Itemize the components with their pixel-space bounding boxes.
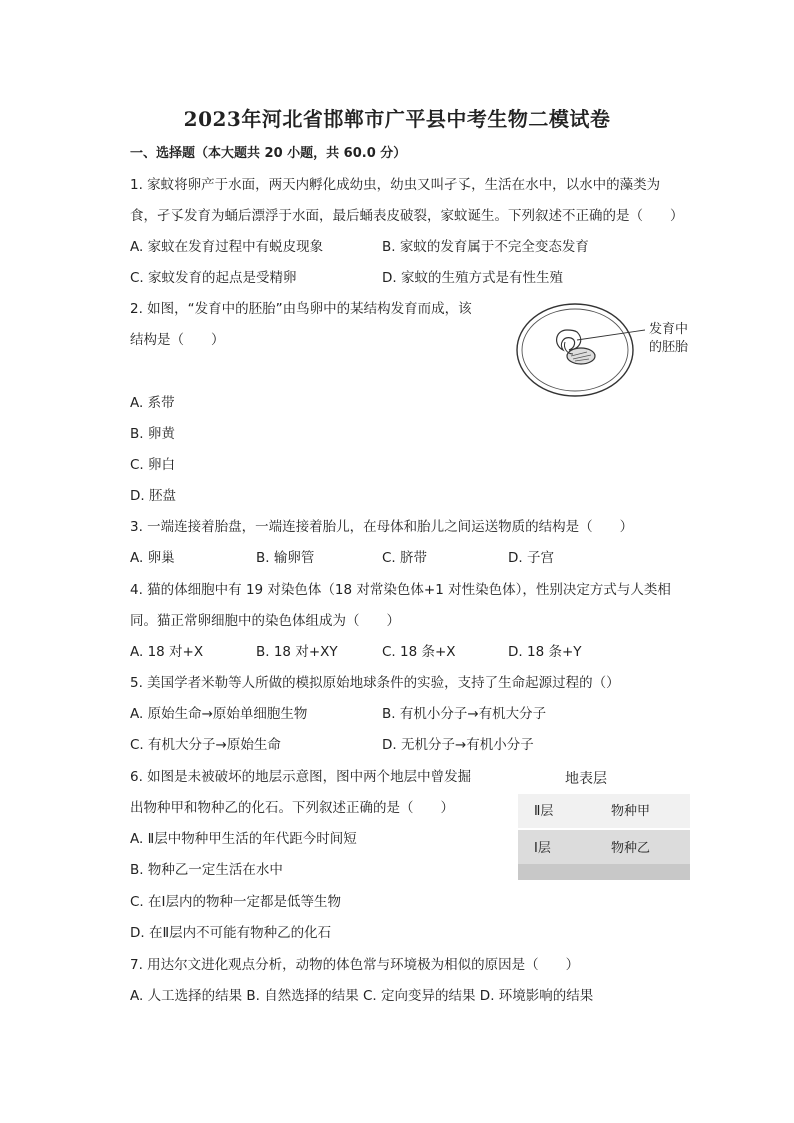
q1-option-b: B. 家蚊的发育属于不完全变态发育 [382, 239, 589, 255]
strata-layer-0 [518, 864, 690, 880]
section-heading: 一、选择题（本大题共 20 小题，共 60.0 分） [130, 146, 407, 161]
layer1-name: Ⅰ层 [534, 841, 551, 856]
q6-stem-line2: 出物种甲和物种乙的化石。下列叙述正确的是（ ） [130, 800, 454, 816]
q5-stem-line1: 5. 美国学者米勒等人所做的模拟原始地球条件的实验，支持了生命起源过程的（） [130, 675, 620, 691]
q6-option-d: D. 在Ⅱ层内不可能有物种乙的化石 [130, 925, 332, 941]
q1-option-a: A. 家蚊在发育过程中有蜕皮现象 [130, 239, 324, 255]
q5-option-d: D. 无机分子→有机小分子 [382, 737, 534, 753]
q4-stem-line1: 4. 猫的体细胞中有 19 对染色体（18 对常染色体+1 对性染色体），性别决定方式与人类相 [130, 582, 671, 598]
q6-stem-line1: 6. 如图是未被破坏的地层示意图，图中两个地层中曾发掘 [130, 769, 472, 785]
q5-option-a: A. 原始生命→原始单细胞生物 [130, 706, 308, 722]
q3-option-a: A. 卵巢 [130, 550, 175, 566]
q5-option-b: B. 有机小分子→有机大分子 [382, 706, 547, 722]
q2-stem-line2: 结构是（ ） [130, 332, 225, 348]
q1-option-c: C. 家蚊发育的起点是受精卵 [130, 270, 297, 286]
q4-stem-line2: 同。猫正常卵细胞中的染色体组成为（ ） [130, 613, 400, 629]
q2-option-d: D. 胚盘 [130, 488, 176, 504]
strata-surface-label: 地表层 [565, 771, 607, 787]
embryo-label-line1: 发育中 [649, 322, 689, 337]
q3-option-c: C. 脐带 [382, 550, 428, 566]
q4-option-b: B. 18 对+XY [256, 644, 338, 660]
q5-option-c: C. 有机大分子→原始生命 [130, 737, 281, 753]
q1-stem-line2: 食，孑孓发育为蛹后漂浮于水面，最后蛹表皮破裂，家蚊诞生。下列叙述不正确的是（ ） [130, 208, 684, 224]
q2-stem-line1: 2. 如图，“发育中的胚胎”由鸟卵中的某结构发育而成，该 [130, 301, 472, 317]
q7-stem-line1: 7. 用达尔文进化观点分析，动物的体色常与环境极为相似的原因是（ ） [130, 957, 580, 973]
embryo-pointer-line [577, 330, 645, 340]
q1-stem-line1: 1. 家蚊将卵产于水面，两天内孵化成幼虫，幼虫又叫孑孓，生活在水中，以水中的藻类为 [130, 177, 661, 193]
q3-stem-line1: 3. 一端连接着胎盘，一端连接着胎儿，在母体和胎儿之间运送物质的结构是（ ） [130, 519, 634, 535]
q4-option-a: A. 18 对+X [130, 644, 204, 660]
q1-option-d: D. 家蚊的生殖方式是有性生殖 [382, 270, 563, 286]
q4-option-d: D. 18 条+Y [508, 644, 582, 660]
q3-option-b: B. 输卵管 [256, 550, 315, 566]
q2-option-c: C. 卵白 [130, 457, 176, 473]
q6-option-b: B. 物种乙一定生活在水中 [130, 862, 283, 878]
q2-option-a: A. 系带 [130, 395, 175, 411]
q3-option-d: D. 子宫 [508, 550, 554, 566]
layer2-name: Ⅱ层 [534, 804, 554, 819]
layer1-species: 物种乙 [611, 841, 651, 856]
embryo-label-line2: 的胚胎 [649, 340, 689, 355]
q6-option-c: C. 在Ⅰ层内的物种一定都是低等生物 [130, 894, 341, 910]
q7-options: A. 人工选择的结果 B. 自然选择的结果 C. 定向变异的结果 D. 环境影响的结果 [130, 988, 594, 1004]
q2-option-b: B. 卵黄 [130, 426, 175, 442]
layer2-species: 物种甲 [611, 804, 651, 819]
bird-egg-figure [515, 300, 645, 400]
page-title: 2023年河北省邯郸市广平县中考生物二模试卷 [183, 107, 611, 131]
q4-option-c: C. 18 条+X [382, 644, 456, 660]
q6-option-a: A. Ⅱ层中物种甲生活的年代距今时间短 [130, 831, 357, 847]
